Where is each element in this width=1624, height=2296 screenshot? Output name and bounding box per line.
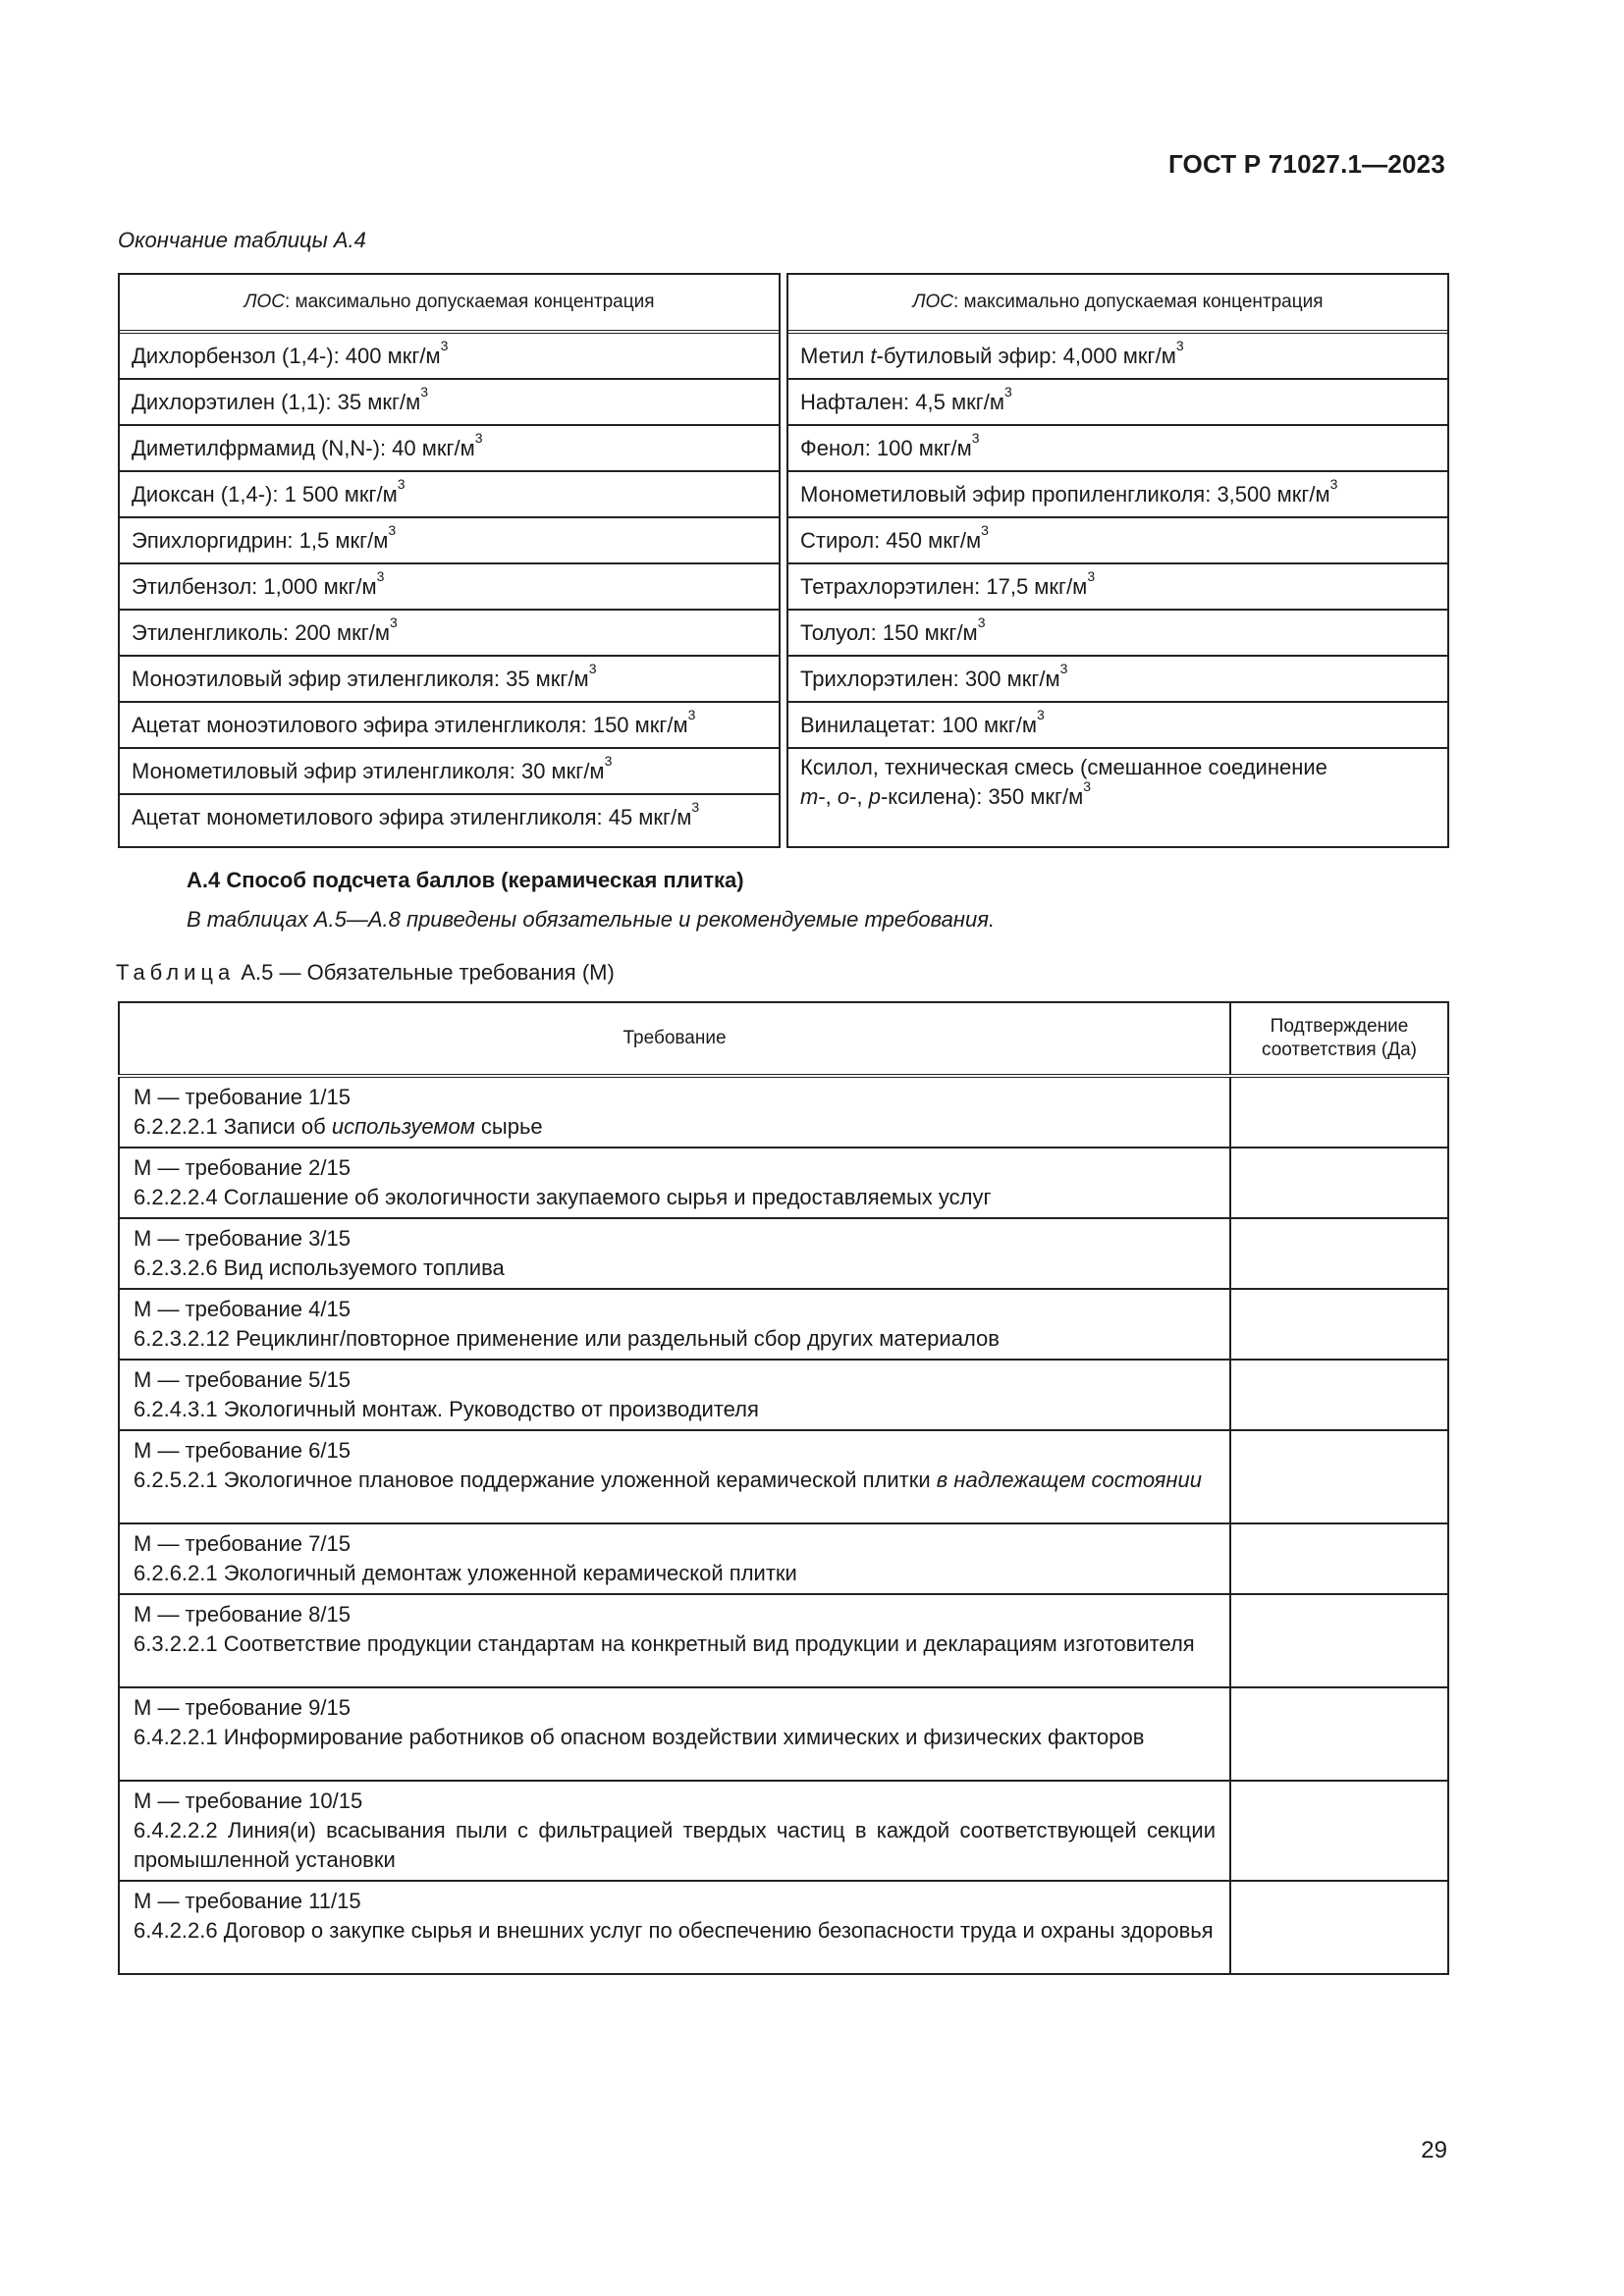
- requirement-number: М — требование 5/15: [134, 1367, 351, 1392]
- page-number: 29: [1421, 2137, 1447, 2163]
- voc-row: [120, 702, 779, 748]
- voc-cell: Фенол: 100 мкг/$м^3$: [788, 425, 1447, 471]
- superscript-3: 3: [1037, 706, 1045, 722]
- superscript-3: 3: [588, 660, 597, 676]
- requirement-cell: [119, 1360, 1230, 1430]
- table-a5-caption: Таблица А.5 — Обязательные требования (М): [116, 960, 615, 985]
- superscript-3: 3: [1083, 778, 1092, 794]
- table-row: [119, 1289, 1448, 1360]
- requirement-text: 6.4.2.2.6 Договор о закупке сырья и внешних услуг по обеспечению безопасности труда и охраны здоровья: [134, 1918, 1214, 1943]
- requirements-table: [118, 1001, 1449, 1975]
- requirement-number: М — требование 11/15: [134, 1889, 361, 1913]
- requirement-text: 6.4.2.2.2 Линия(и) всасывания пыли с фильтрацией твердых частиц в каждой соответствующей секции промышленной установки: [134, 1818, 1216, 1872]
- voc-cell: Дихлорбензол (1,4-): 400 мкг/$м^3$: [132, 337, 449, 368]
- voc-row: [120, 794, 779, 839]
- superscript-3: 3: [474, 429, 483, 446]
- requirement-text: 6.2.3.2.12 Рециклинг/повторное применение или раздельный сбор других материалов: [134, 1326, 1000, 1351]
- voc-row: [788, 702, 1447, 748]
- superscript-3: 3: [687, 706, 696, 722]
- requirement-text: 6.2.3.2.6 Вид используемого топлива: [134, 1255, 505, 1280]
- superscript-3: 3: [604, 752, 613, 769]
- confirmation-cell[interactable]: [1230, 1076, 1448, 1148]
- voc-row: [120, 332, 779, 379]
- voc-row: [788, 563, 1447, 610]
- requirement-text: 6.2.6.2.1 Экологичный демонтаж уложенной керамической плитки: [134, 1561, 797, 1585]
- voc-cell: Эпихлоргидрин: 1,5 мкг/$м^3$: [120, 517, 779, 563]
- confirmation-cell[interactable]: [1230, 1430, 1448, 1523]
- confirmation-cell[interactable]: [1230, 1781, 1448, 1881]
- table-row: [119, 1781, 1448, 1881]
- table-row: [119, 1148, 1448, 1218]
- voc-cell: Ацетат моноэтилового эфира этиленгликоля: 150 мкг/$м^3$: [120, 702, 779, 748]
- requirement-text: 6.4.2.2.1 Информирование работников об опасном воздействии химических и физических факторов: [134, 1725, 1145, 1749]
- superscript-3: 3: [397, 475, 406, 492]
- requirement-number: М — требование 6/15: [134, 1438, 351, 1463]
- superscript-3: 3: [390, 614, 398, 630]
- requirement-text: 6.2.5.2.1 Экологичное плановое поддержание уложенной керамической плитки в надлежащем состоянии: [134, 1468, 1202, 1492]
- voc-column-header: ЛОС: максимально допускаемая концентрация: [788, 275, 1447, 332]
- voc-row: [120, 563, 779, 610]
- voc-cell: Ацетат монометилового эфира этиленгликоля: 45 мкг/$м^3$: [120, 794, 779, 839]
- voc-cell: Нафтален: 4,5 мкг/$м^3$: [788, 379, 1447, 425]
- voc-cell: Моноэтиловый эфир этиленгликоля: 35 мкг/$м^3$: [120, 656, 779, 702]
- voc-row: [120, 610, 779, 656]
- confirmation-cell[interactable]: [1230, 1687, 1448, 1781]
- table-row: [119, 1687, 1448, 1781]
- voc-cell: Трихлорэтилен: 300 мкг/$м^3$: [788, 656, 1447, 702]
- requirement-text: 6.3.2.2.1 Соответствие продукции стандартам на конкретный вид продукции и декларациям изготовителя: [134, 1631, 1195, 1656]
- requirement-text: 6.2.2.2.1 Записи об используемом сырье: [134, 1114, 543, 1139]
- requirement-cell: [119, 1076, 1230, 1148]
- requirement-cell: [119, 1781, 1230, 1881]
- voc-cell: Тетрахлорэтилен: 17,5 мкг/$м^3$: [788, 563, 1447, 610]
- superscript-3: 3: [1003, 383, 1012, 400]
- voc-row: [788, 748, 1447, 846]
- superscript-3: 3: [440, 337, 449, 353]
- column-header-requirement: Требование: [119, 1002, 1230, 1076]
- voc-row: [788, 471, 1447, 517]
- confirmation-cell[interactable]: [1230, 1594, 1448, 1687]
- voc-row: [788, 610, 1447, 656]
- requirement-number: М — требование 1/15: [134, 1085, 351, 1109]
- confirmation-cell[interactable]: [1230, 1360, 1448, 1430]
- voc-row: [120, 517, 779, 563]
- voc-row: [788, 425, 1447, 471]
- table-row: [119, 1360, 1448, 1430]
- table-row: [119, 1881, 1448, 1974]
- voc-cell: Дихлорэтилен (1,1): 35 мкг/$м^3$: [120, 379, 779, 425]
- table-row: [119, 1430, 1448, 1523]
- superscript-3: 3: [977, 614, 986, 630]
- voc-row: [120, 656, 779, 702]
- superscript-3: 3: [691, 798, 700, 815]
- superscript-3: 3: [388, 521, 397, 538]
- requirement-number: М — требование 10/15: [134, 1789, 363, 1813]
- superscript-3: 3: [971, 429, 980, 446]
- requirement-text: 6.2.2.2.4 Соглашение об экологичности закупаемого сырья и предоставляемых услуг: [134, 1185, 992, 1209]
- voc-row: [788, 332, 1447, 379]
- voc-cell: Метил t-бутиловый эфир: 4,000 мкг/$м^3$: [800, 337, 1184, 368]
- requirement-cell: [119, 1523, 1230, 1594]
- requirement-cell: [119, 1148, 1230, 1218]
- superscript-3: 3: [1175, 337, 1184, 353]
- confirmation-cell[interactable]: [1230, 1289, 1448, 1360]
- table-row: [119, 1218, 1448, 1289]
- voc-row: [788, 656, 1447, 702]
- requirement-cell: [119, 1218, 1230, 1289]
- voc-row: [120, 425, 779, 471]
- voc-cell: Диоксан (1,4-): 1 500 мкг/$м^3$: [120, 471, 779, 517]
- voc-row: [120, 748, 779, 794]
- voc-row: [788, 517, 1447, 563]
- superscript-3: 3: [1329, 475, 1338, 492]
- confirmation-cell[interactable]: [1230, 1881, 1448, 1974]
- voc-cell: Этиленгликоль: 200 мкг/$м^3$: [120, 610, 779, 656]
- table-row: [119, 1523, 1448, 1594]
- voc-table: [118, 273, 1449, 848]
- requirement-number: М — требование 9/15: [134, 1695, 351, 1720]
- requirement-cell: [119, 1430, 1230, 1523]
- voc-row: [788, 379, 1447, 425]
- superscript-3: 3: [981, 521, 989, 538]
- requirement-number: М — требование 3/15: [134, 1226, 351, 1251]
- document-id: ГОСТ Р 71027.1—2023: [1167, 149, 1445, 179]
- requirement-number: М — требование 4/15: [134, 1297, 351, 1321]
- voc-cell: Винилацетат: 100 мкг/$м^3$: [788, 702, 1447, 748]
- voc-row: [120, 471, 779, 517]
- section-intro: В таблицах А.5—А.8 приведены обязательные и рекомендуемые требования.: [187, 907, 996, 932]
- requirement-cell: [119, 1881, 1230, 1974]
- voc-cell: Диметилфрмамид (N,N-): 40 мкг/$м^3$: [120, 425, 779, 471]
- confirmation-cell[interactable]: [1230, 1148, 1448, 1218]
- superscript-3: 3: [1087, 567, 1096, 584]
- confirmation-cell[interactable]: [1230, 1218, 1448, 1289]
- requirement-cell: [119, 1289, 1230, 1360]
- section-heading: А.4 Способ подсчета баллов (керамическая плитка): [187, 868, 744, 892]
- voc-cell-xylene: Ксилол, техническая смесь (смешанное соединение m-, o-, p-ксилена): 350 мкг/$м^3$: [788, 748, 1447, 846]
- table-row: [119, 1594, 1448, 1687]
- table-row: [119, 1076, 1448, 1148]
- table-continuation-caption: Окончание таблицы А.4: [118, 228, 366, 252]
- voc-cell: Монометиловый эфир этиленгликоля: 30 мкг/$м^3$: [120, 748, 779, 794]
- requirement-cell: [119, 1687, 1230, 1781]
- requirement-cell: [119, 1594, 1230, 1687]
- voc-cell: Этилбензол: 1,000 мкг/$м^3$: [120, 563, 779, 610]
- requirement-number: М — требование 2/15: [134, 1155, 351, 1180]
- confirmation-cell[interactable]: [1230, 1523, 1448, 1594]
- column-header-confirmation: Подтверждение соответствия (Да): [1230, 1002, 1448, 1076]
- voc-column-header: ЛОС: максимально допускаемая концентрация: [120, 275, 779, 332]
- voc-cell: Толуол: 150 мкг/$м^3$: [788, 610, 1447, 656]
- voc-table-right-column: [786, 273, 1449, 848]
- requirement-number: М — требование 7/15: [134, 1531, 351, 1556]
- voc-row: [120, 379, 779, 425]
- requirement-text: 6.2.4.3.1 Экологичный монтаж. Руководство от производителя: [134, 1397, 759, 1421]
- voc-cell: Стирол: 450 мкг/$м^3$: [788, 517, 1447, 563]
- voc-cell: Монометиловый эфир пропиленгликоля: 3,500 мкг/$м^3$: [788, 471, 1447, 517]
- superscript-3: 3: [376, 567, 385, 584]
- requirement-number: М — требование 8/15: [134, 1602, 351, 1627]
- superscript-3: 3: [1059, 660, 1068, 676]
- superscript-3: 3: [420, 383, 429, 400]
- voc-table-left-column: [118, 273, 781, 848]
